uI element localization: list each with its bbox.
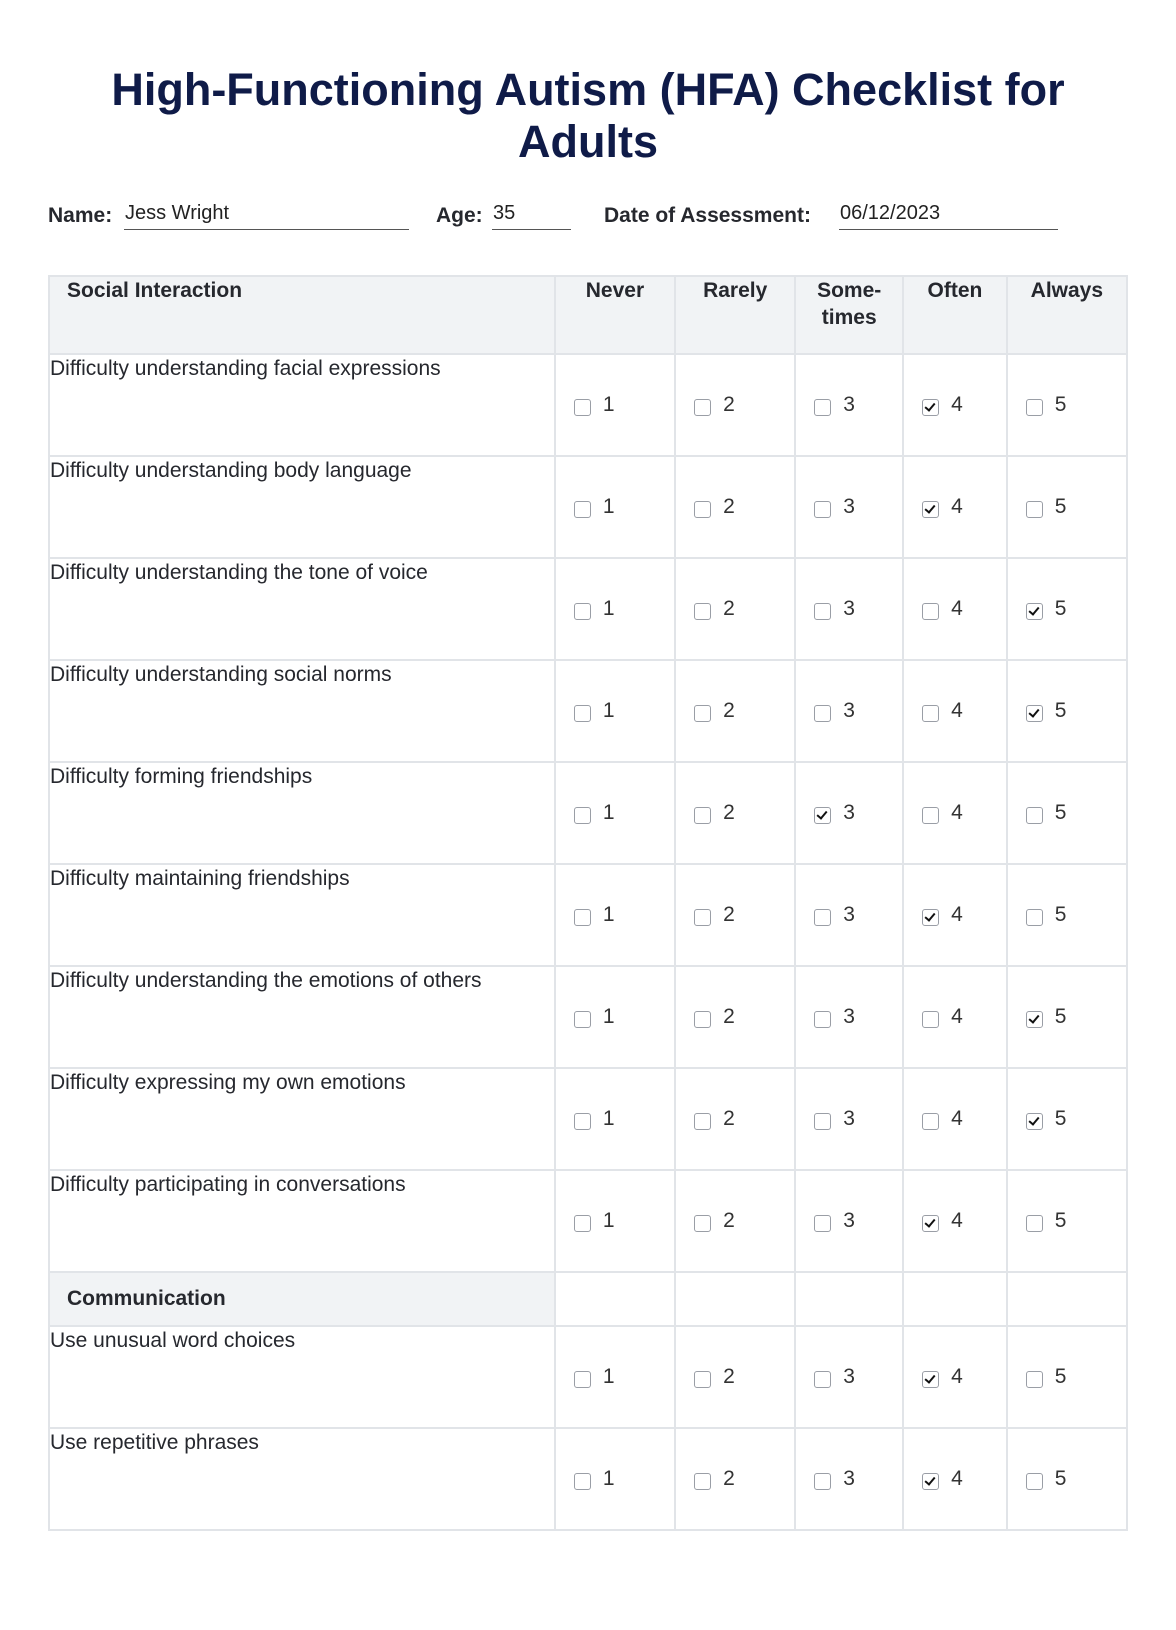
option-cell-often [903, 762, 1007, 864]
option-cell-never [555, 456, 675, 558]
checkbox[interactable] [574, 1011, 591, 1028]
option-cell-never [555, 762, 675, 864]
checkbox[interactable] [574, 1371, 591, 1388]
subsection-row [49, 1272, 1127, 1326]
option-number: 4 [951, 1209, 963, 1232]
option-never[interactable] [574, 495, 615, 519]
age-input[interactable]: 35 [492, 201, 571, 230]
option-never[interactable] [574, 699, 615, 723]
option-sometimes[interactable] [814, 699, 855, 723]
checkbox[interactable] [814, 1011, 831, 1028]
option-number: 4 [951, 1467, 963, 1490]
option-cell-rarely [675, 1170, 795, 1272]
checkbox[interactable] [574, 1473, 591, 1490]
item-label: Difficulty forming friendships [49, 762, 555, 864]
item-label: Use repetitive phrases [49, 1428, 555, 1530]
checkbox[interactable] [574, 807, 591, 824]
option-cell-often [903, 966, 1007, 1068]
option-never[interactable] [574, 1005, 615, 1029]
option-always[interactable] [1026, 1209, 1067, 1233]
table-row [49, 456, 1127, 558]
checkbox[interactable] [694, 909, 711, 926]
option-cell-never [555, 558, 675, 660]
date-label: Date of Assessment: [604, 204, 811, 227]
table-row [49, 864, 1127, 966]
option-number: 2 [723, 1209, 735, 1232]
name-field [48, 200, 408, 234]
option-number: 1 [602, 1005, 615, 1028]
option-cell-always [1007, 558, 1127, 660]
item-label: Difficulty understanding social norms [49, 660, 555, 762]
table-row [49, 1326, 1127, 1428]
checkbox[interactable] [694, 1371, 711, 1388]
checkbox[interactable] [922, 807, 939, 824]
option-cell-often [903, 558, 1007, 660]
option-never[interactable] [574, 1107, 615, 1131]
option-cell-never [555, 966, 675, 1068]
checkbox[interactable] [1026, 1371, 1043, 1388]
option-number: 2 [723, 1005, 735, 1028]
option-number: 3 [843, 393, 855, 416]
option-never[interactable] [574, 801, 615, 825]
option-rarely[interactable] [694, 903, 735, 927]
option-number: 1 [602, 597, 615, 620]
option-cell-sometimes [795, 558, 903, 660]
section-title-social-interaction: Social Interaction [49, 276, 555, 354]
option-number: 1 [602, 495, 615, 518]
option-rarely[interactable] [694, 495, 735, 519]
checkbox[interactable] [694, 1011, 711, 1028]
option-always[interactable] [1026, 903, 1067, 927]
checkbox[interactable] [1026, 399, 1043, 416]
checkbox-checked[interactable] [1026, 1113, 1043, 1130]
option-cell-sometimes [795, 762, 903, 864]
checkbox[interactable] [694, 1113, 711, 1130]
option-number: 5 [1054, 1005, 1067, 1028]
checkbox[interactable] [1026, 1215, 1043, 1232]
option-number: 5 [1054, 393, 1067, 416]
item-label: Use unusual word choices [49, 1326, 555, 1428]
checkbox[interactable] [574, 1215, 591, 1232]
date-field [604, 200, 1064, 234]
checkbox[interactable] [694, 807, 711, 824]
option-rarely[interactable] [694, 597, 735, 621]
checkbox[interactable] [814, 909, 831, 926]
option-cell-always [1007, 864, 1127, 966]
option-number: 2 [723, 801, 735, 824]
checkbox[interactable] [694, 1215, 711, 1232]
option-cell-sometimes [795, 1068, 903, 1170]
date-input[interactable]: 06/12/2023 [839, 201, 1058, 230]
option-cell-sometimes [795, 354, 903, 456]
option-cell-rarely [675, 456, 795, 558]
column-header-never: Never [555, 276, 675, 354]
column-header-rarely: Rarely [675, 276, 795, 354]
checkbox[interactable] [694, 1473, 711, 1490]
option-sometimes[interactable] [814, 801, 855, 825]
checkbox-checked[interactable] [1026, 705, 1043, 722]
option-always[interactable] [1026, 1107, 1067, 1131]
option-number: 4 [951, 597, 963, 620]
option-cell-always [1007, 762, 1127, 864]
option-number: 2 [723, 1365, 735, 1388]
option-cell-sometimes [795, 966, 903, 1068]
option-number: 3 [843, 1005, 855, 1028]
option-cell-rarely [675, 966, 795, 1068]
table-row [49, 762, 1127, 864]
checkbox[interactable] [1026, 909, 1043, 926]
section-title-communication: Communication [49, 1272, 555, 1326]
option-often[interactable] [922, 597, 963, 621]
checkbox[interactable] [814, 399, 831, 416]
option-number: 5 [1054, 801, 1067, 824]
option-rarely[interactable] [694, 801, 735, 825]
empty-cell [795, 1272, 903, 1326]
option-rarely[interactable] [694, 1005, 735, 1029]
checkbox[interactable] [922, 1113, 939, 1130]
option-number: 2 [723, 699, 735, 722]
option-number: 5 [1054, 1467, 1067, 1490]
name-input[interactable]: Jess Wright [124, 201, 409, 230]
option-number: 5 [1054, 903, 1067, 926]
option-always[interactable] [1026, 597, 1067, 621]
name-label: Name: [48, 204, 113, 227]
option-sometimes[interactable] [814, 1005, 855, 1029]
option-cell-rarely [675, 1068, 795, 1170]
option-number: 4 [951, 495, 963, 518]
option-cell-sometimes [795, 456, 903, 558]
option-rarely[interactable] [694, 393, 735, 417]
option-number: 5 [1054, 1209, 1067, 1232]
option-number: 1 [602, 699, 615, 722]
option-number: 2 [723, 597, 735, 620]
option-cell-often [903, 1170, 1007, 1272]
empty-cell [555, 1272, 675, 1326]
option-number: 2 [723, 495, 735, 518]
option-number: 2 [723, 1467, 735, 1490]
option-cell-always [1007, 1326, 1127, 1428]
option-cell-sometimes [795, 864, 903, 966]
option-number: 3 [843, 801, 855, 824]
option-cell-often [903, 354, 1007, 456]
option-often[interactable] [922, 1209, 963, 1233]
option-number: 4 [951, 1365, 963, 1388]
checkbox[interactable] [814, 705, 831, 722]
option-cell-always [1007, 1170, 1127, 1272]
table-row [49, 966, 1127, 1068]
page-title: High-Functioning Autism (HFA) Checklist for Adults [111, 64, 1065, 167]
option-number: 3 [843, 903, 855, 926]
checkbox-checked[interactable] [1026, 603, 1043, 620]
option-cell-never [555, 1068, 675, 1170]
option-never[interactable] [574, 1467, 615, 1491]
checkbox[interactable] [1026, 1473, 1043, 1490]
table-row [49, 1170, 1127, 1272]
option-cell-often [903, 864, 1007, 966]
option-cell-rarely [675, 354, 795, 456]
option-cell-never [555, 1170, 675, 1272]
option-rarely[interactable] [694, 1365, 735, 1389]
table-row [49, 1428, 1127, 1530]
option-often[interactable] [922, 699, 963, 723]
option-always[interactable] [1026, 495, 1067, 519]
option-never[interactable] [574, 597, 615, 621]
option-cell-often [903, 1428, 1007, 1530]
option-never[interactable] [574, 1209, 615, 1233]
option-cell-never [555, 1326, 675, 1428]
checklist-table [48, 275, 1128, 1531]
option-number: 5 [1054, 1107, 1067, 1130]
option-cell-rarely [675, 1428, 795, 1530]
option-often[interactable] [922, 393, 963, 417]
item-label: Difficulty maintaining friendships [49, 864, 555, 966]
table-row [49, 1068, 1127, 1170]
option-sometimes[interactable] [814, 597, 855, 621]
checkbox[interactable] [814, 501, 831, 518]
option-cell-always [1007, 354, 1127, 456]
checkbox[interactable] [574, 705, 591, 722]
item-label: Difficulty expressing my own emotions [49, 1068, 555, 1170]
option-often[interactable] [922, 903, 963, 927]
option-number: 1 [602, 1467, 615, 1490]
option-cell-never [555, 354, 675, 456]
checkbox-checked[interactable] [922, 909, 939, 926]
option-number: 1 [602, 1107, 615, 1130]
option-cell-often [903, 660, 1007, 762]
option-cell-always [1007, 966, 1127, 1068]
option-rarely[interactable] [694, 1209, 735, 1233]
option-cell-sometimes [795, 1428, 903, 1530]
checkbox[interactable] [1026, 501, 1043, 518]
option-number: 1 [602, 1209, 615, 1232]
option-number: 5 [1054, 495, 1067, 518]
empty-cell [675, 1272, 795, 1326]
option-always[interactable] [1026, 1005, 1067, 1029]
option-rarely[interactable] [694, 1107, 735, 1131]
checkbox[interactable] [574, 1113, 591, 1130]
checkbox[interactable] [814, 1473, 831, 1490]
option-number: 5 [1054, 1365, 1067, 1388]
checkbox-checked[interactable] [922, 1371, 939, 1388]
checkbox-checked[interactable] [922, 501, 939, 518]
checkbox[interactable] [574, 603, 591, 620]
option-cell-always [1007, 1428, 1127, 1530]
option-always[interactable] [1026, 801, 1067, 825]
option-number: 4 [951, 801, 963, 824]
age-label: Age: [436, 204, 483, 227]
checkbox-checked[interactable] [1026, 1011, 1043, 1028]
column-header-often: Often [903, 276, 1007, 354]
empty-cell [903, 1272, 1007, 1326]
option-number: 5 [1054, 597, 1067, 620]
table-row [49, 558, 1127, 660]
option-always[interactable] [1026, 393, 1067, 417]
option-often[interactable] [922, 1005, 963, 1029]
checkbox[interactable] [694, 501, 711, 518]
option-number: 4 [951, 903, 963, 926]
option-cell-never [555, 864, 675, 966]
option-number: 3 [843, 495, 855, 518]
option-cell-always [1007, 456, 1127, 558]
checkbox[interactable] [814, 1113, 831, 1130]
option-sometimes[interactable] [814, 495, 855, 519]
table-row [49, 354, 1127, 456]
empty-cell [1007, 1272, 1127, 1326]
option-number: 3 [843, 1467, 855, 1490]
option-number: 2 [723, 903, 735, 926]
checkbox[interactable] [922, 1011, 939, 1028]
checkbox[interactable] [814, 603, 831, 620]
column-header-sometimes: Some- times [795, 276, 903, 354]
checkbox[interactable] [922, 705, 939, 722]
option-sometimes[interactable] [814, 1467, 855, 1491]
option-rarely[interactable] [694, 1467, 735, 1491]
option-sometimes[interactable] [814, 393, 855, 417]
option-cell-sometimes [795, 1326, 903, 1428]
option-often[interactable] [922, 495, 963, 519]
option-number: 2 [723, 1107, 735, 1130]
option-often[interactable] [922, 801, 963, 825]
option-number: 3 [843, 1209, 855, 1232]
option-number: 1 [602, 903, 615, 926]
option-always[interactable] [1026, 1365, 1067, 1389]
column-header-always: Always [1007, 276, 1127, 354]
option-cell-often [903, 1326, 1007, 1428]
checkbox-checked[interactable] [922, 1215, 939, 1232]
option-always[interactable] [1026, 699, 1067, 723]
checkbox[interactable] [814, 1371, 831, 1388]
option-always[interactable] [1026, 1467, 1067, 1491]
option-cell-often [903, 1068, 1007, 1170]
option-number: 4 [951, 1005, 963, 1028]
option-number: 3 [843, 699, 855, 722]
table-header-row [49, 276, 1127, 354]
option-rarely[interactable] [694, 699, 735, 723]
option-sometimes[interactable] [814, 1209, 855, 1233]
option-cell-sometimes [795, 1170, 903, 1272]
option-number: 4 [951, 699, 963, 722]
option-number: 1 [602, 393, 615, 416]
checkbox[interactable] [574, 501, 591, 518]
option-cell-never [555, 660, 675, 762]
checkbox[interactable] [694, 399, 711, 416]
checkbox[interactable] [694, 603, 711, 620]
option-sometimes[interactable] [814, 1365, 855, 1389]
option-often[interactable] [922, 1365, 963, 1389]
option-cell-rarely [675, 558, 795, 660]
option-never[interactable] [574, 393, 615, 417]
option-number: 1 [602, 801, 615, 824]
option-cell-rarely [675, 1326, 795, 1428]
option-often[interactable] [922, 1467, 963, 1491]
item-label: Difficulty understanding the emotions of others [49, 966, 555, 1068]
checkbox[interactable] [694, 705, 711, 722]
checkbox[interactable] [1026, 807, 1043, 824]
option-number: 3 [843, 1107, 855, 1130]
option-cell-often [903, 456, 1007, 558]
checkbox-checked[interactable] [922, 399, 939, 416]
option-cell-rarely [675, 864, 795, 966]
option-cell-never [555, 1428, 675, 1530]
option-number: 5 [1054, 699, 1067, 722]
option-cell-rarely [675, 762, 795, 864]
option-number: 4 [951, 393, 963, 416]
option-number: 4 [951, 1107, 963, 1130]
option-number: 2 [723, 393, 735, 416]
option-number: 1 [602, 1365, 615, 1388]
option-cell-sometimes [795, 660, 903, 762]
option-never[interactable] [574, 1365, 615, 1389]
option-often[interactable] [922, 1107, 963, 1131]
checkbox[interactable] [814, 1215, 831, 1232]
item-label: Difficulty understanding the tone of voice [49, 558, 555, 660]
checkbox-checked[interactable] [814, 807, 831, 824]
age-field [436, 200, 571, 234]
patient-info-fields [48, 200, 1108, 234]
item-label: Difficulty understanding facial expressions [49, 354, 555, 456]
option-cell-always [1007, 1068, 1127, 1170]
table-row [49, 660, 1127, 762]
option-cell-rarely [675, 660, 795, 762]
item-label: Difficulty participating in conversations [49, 1170, 555, 1272]
checkbox[interactable] [922, 603, 939, 620]
item-label: Difficulty understanding body language [49, 456, 555, 558]
option-cell-always [1007, 660, 1127, 762]
option-sometimes[interactable] [814, 903, 855, 927]
checkbox-checked[interactable] [922, 1473, 939, 1490]
option-number: 3 [843, 1365, 855, 1388]
checkbox[interactable] [574, 399, 591, 416]
option-sometimes[interactable] [814, 1107, 855, 1131]
option-number: 3 [843, 597, 855, 620]
option-never[interactable] [574, 903, 615, 927]
checkbox[interactable] [574, 909, 591, 926]
